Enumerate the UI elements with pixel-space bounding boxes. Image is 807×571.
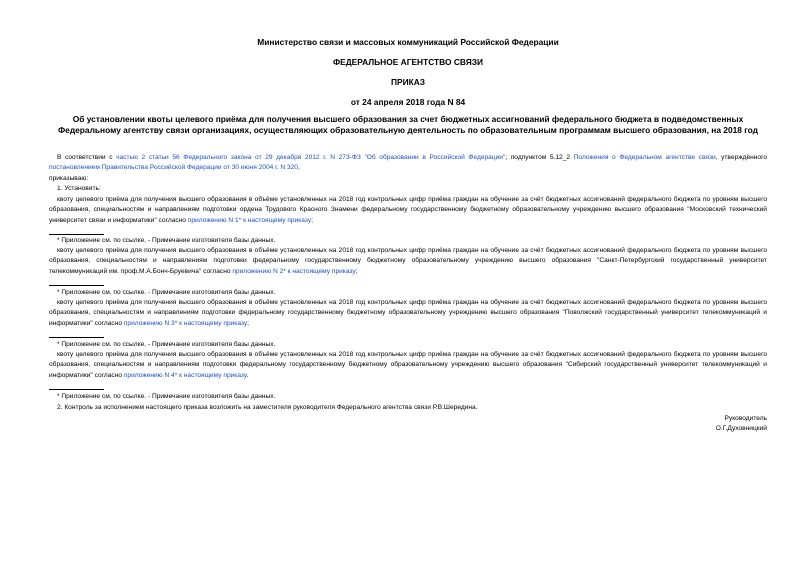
quota-end: ; <box>311 216 313 224</box>
signature-position: Руководитель <box>724 415 767 422</box>
preamble <box>49 153 767 174</box>
quota-end: . <box>246 371 249 379</box>
footnote-separator <box>49 389 104 390</box>
quota-paragraph-2 <box>49 246 767 277</box>
quota-paragraph-4 <box>49 350 767 381</box>
quota-paragraph-1 <box>49 195 767 226</box>
document-title: Об установлении квоты целевого приёма для получения высшего образования за счет бюджетных ассигнований федерального бюджета в подведомственных Федеральному агентству связи организациях, осуществляющих образовательную деятельность по образовательным программам высшего образования, на 2018 год <box>58 114 758 135</box>
preamble-text: , <box>297 164 300 172</box>
ministry-name: Министерство связи и массовых коммуникаций Российской Федерации <box>257 37 559 47</box>
item-2: 2. Контроль за исполнением настоящего приказа возложить на заместителя руководителя Федерального агентства связи Р.В.Шередина. <box>57 404 478 411</box>
order-word: приказываю: <box>49 175 89 182</box>
quota-end: ; <box>247 319 250 327</box>
appendix-2-link[interactable]: приложению N 2* к настоящему приказу <box>232 267 356 275</box>
appendix-4-link[interactable]: приложению N 4* к настоящему приказу <box>123 371 247 379</box>
preamble-text: ; подпунктом 5.12_2 <box>505 154 574 161</box>
footnote-4: * Приложение см. по ссылке. - Примечание изготовителя базы данных. <box>57 393 276 400</box>
resolution-link[interactable]: постановлением Правительства Российской Федерации от 30 июня 2004 г. N 320 <box>49 164 298 172</box>
appendix-1-link[interactable]: приложению N 1* к настоящему приказу <box>187 216 312 224</box>
quota-text: квоту целевого приёма для получения высшего образования в объёме установленных на 2018 год контрольных цифр приёма граждан на обучение за счёт бюджетных ассигнований федерального бюджета по уровням высшего образования, специальностям и направлениям подготовки федеральному государственному бюджетному образовательному учреждению высшего образования "Поволжский государственный университет телекоммуникаций и информатики" согласно <box>49 299 767 327</box>
signature-name: О.Г.Духовницкий <box>715 425 767 432</box>
quota-text: квоту целевого приёма для получения высшего образования в объёме установленных на 2018 год контрольных цифр приёма граждан на обучение за счёт бюджетных ассигнований федерального бюджета по уровням высшего образования, специальностям и направлениям подготовки ордена Трудового Красного Знамени федеральному государственному бюджетному образовательному учреждению высшего образования "Московский технический университет связи и информатики" согласно <box>49 196 767 224</box>
item-1-heading: 1. Установить: <box>57 185 101 192</box>
preamble-text: В соответствии с <box>57 154 117 161</box>
quota-text: квоту целевого приёма для получения высшего образования в объёме установленных на 2018 год контрольных цифр приёма граждан на обучение за счёт бюджетных ассигнований федерального бюджета по уровням высшего образования, специальностям и направлениям подготовки федеральному государственному бюджетному образовательному учреждению высшего образования "Санкт-Петербургский государственный университет телекоммуникаций им. проф.М.А.Бонч-Бруевича" согласно <box>49 247 767 275</box>
quota-text: квоту целевого приёма для получения высшего образования в объёме установленных на 2018 год контрольных цифр приёма граждан на обучение за счёт бюджетных ассигнований федерального бюджета по уровням высшего образования, специальностям и направлениям подготовки федеральному государственному бюджетному образовательному учреждению высшего образования "Сибирский государственный университет телекоммуникаций и информатики" согласно <box>49 351 767 379</box>
law-link[interactable]: частью 2 статьи 56 Федерального закона от 29 декабря 2012 г. N 273-ФЗ "Об образовании в Российской Федерации" <box>116 154 506 161</box>
appendix-3-link[interactable]: приложению N 3* к настоящему приказу <box>123 319 248 327</box>
regulation-link[interactable]: Положения о Федеральном агентстве связи <box>573 154 716 161</box>
preamble-text: , утверждённого <box>715 154 768 161</box>
footnote-3: * Приложение см. по ссылке. - Примечание изготовителя базы данных. <box>57 341 276 348</box>
quota-paragraph-3 <box>49 298 767 329</box>
footnote-separator <box>49 337 104 338</box>
footnote-2: * Приложение см. по ссылке. - Примечание изготовителя базы данных. <box>57 289 276 296</box>
document-type: ПРИКАЗ <box>390 77 426 87</box>
footnote-separator <box>49 234 104 235</box>
footnote-1: * Приложение см. по ссылке. - Примечание изготовителя базы данных. <box>57 237 276 244</box>
agency-name: ФЕДЕРАЛЬНОЕ АГЕНТСТВО СВЯЗИ <box>332 57 483 67</box>
document-date-number: от 24 апреля 2018 года N 84 <box>350 97 466 107</box>
quota-end: ; <box>355 267 358 275</box>
footnote-separator <box>49 285 104 286</box>
